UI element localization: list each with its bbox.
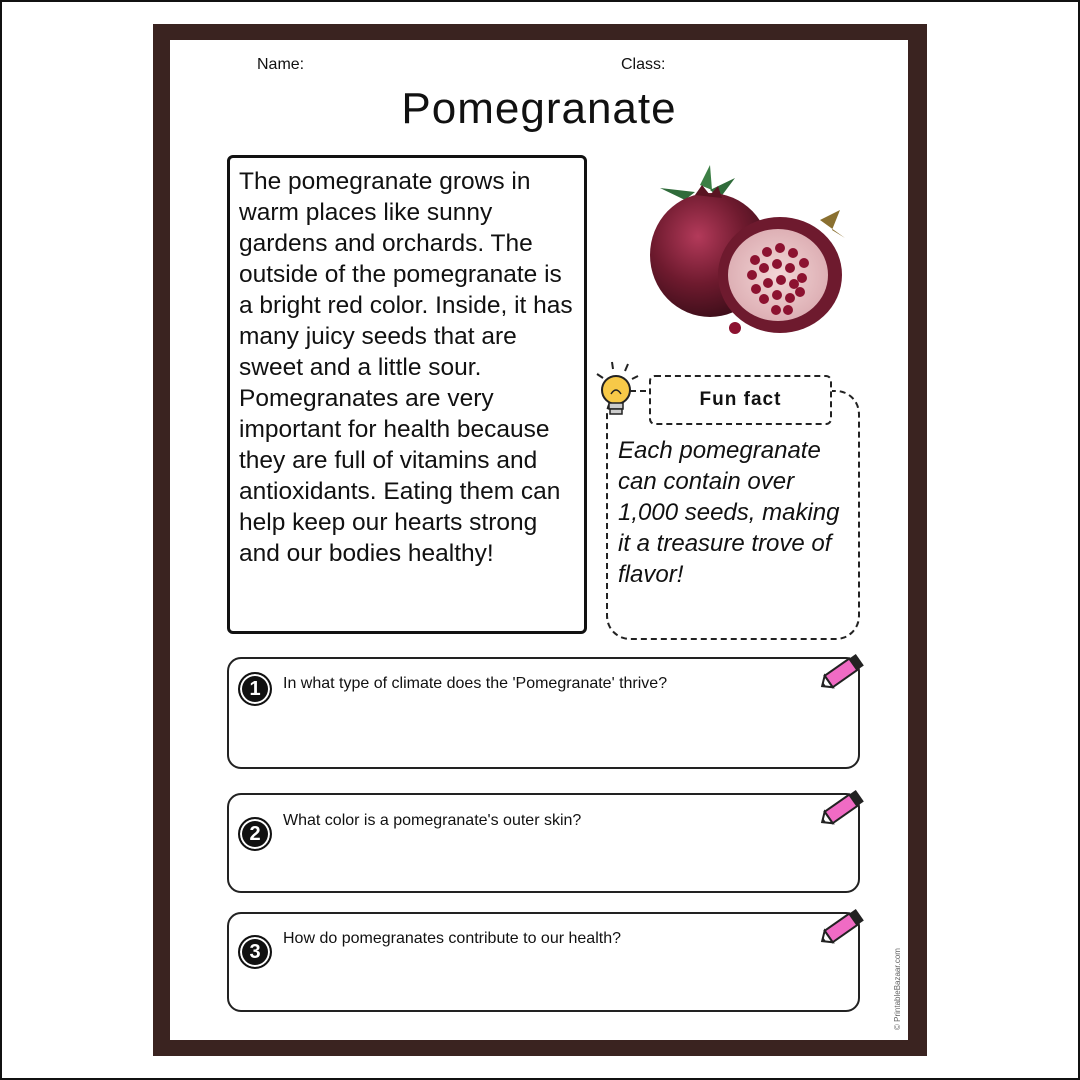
pomegranate-image [640, 160, 850, 340]
question-1-box[interactable] [227, 657, 860, 769]
question-1-number: 1 [238, 672, 272, 706]
fun-fact-label: Fun fact [649, 375, 832, 425]
question-3-text: How do pomegranates contribute to our health? [283, 930, 621, 947]
reading-passage: The pomegranate grows in warm places like sunny gardens and orchards. The outside of the pomegranate is a bright red color. Inside, it has many juicy seeds that are sweet and a little sour. Pomegranates are very important for health because they are full of vitamins and antioxidants. Eating them can help keep our hearts strong and our bodies healthy! [227, 155, 587, 634]
question-3-box[interactable] [227, 912, 860, 1012]
pencil-icon [818, 648, 870, 696]
name-label: Name: [257, 56, 305, 73]
class-label: Class: [621, 56, 666, 73]
fun-fact-text: Each pomegranate can contain over 1,000 seeds, making it a treasure trove of flavor! [618, 437, 840, 588]
question-3-number: 3 [238, 935, 272, 969]
pencil-icon [818, 784, 870, 832]
pencil-icon [818, 903, 870, 951]
copyright-watermark: © PrintableBazaar.com [893, 948, 902, 1030]
question-1-text: In what type of climate does the 'Pomegranate' thrive? [283, 675, 668, 692]
lightbulb-icon [592, 360, 642, 420]
question-2-number: 2 [238, 817, 272, 851]
question-2-box[interactable] [227, 793, 860, 893]
question-2-text: What color is a pomegranate's outer skin? [283, 812, 582, 829]
page-title: Pomegranate [401, 84, 677, 133]
